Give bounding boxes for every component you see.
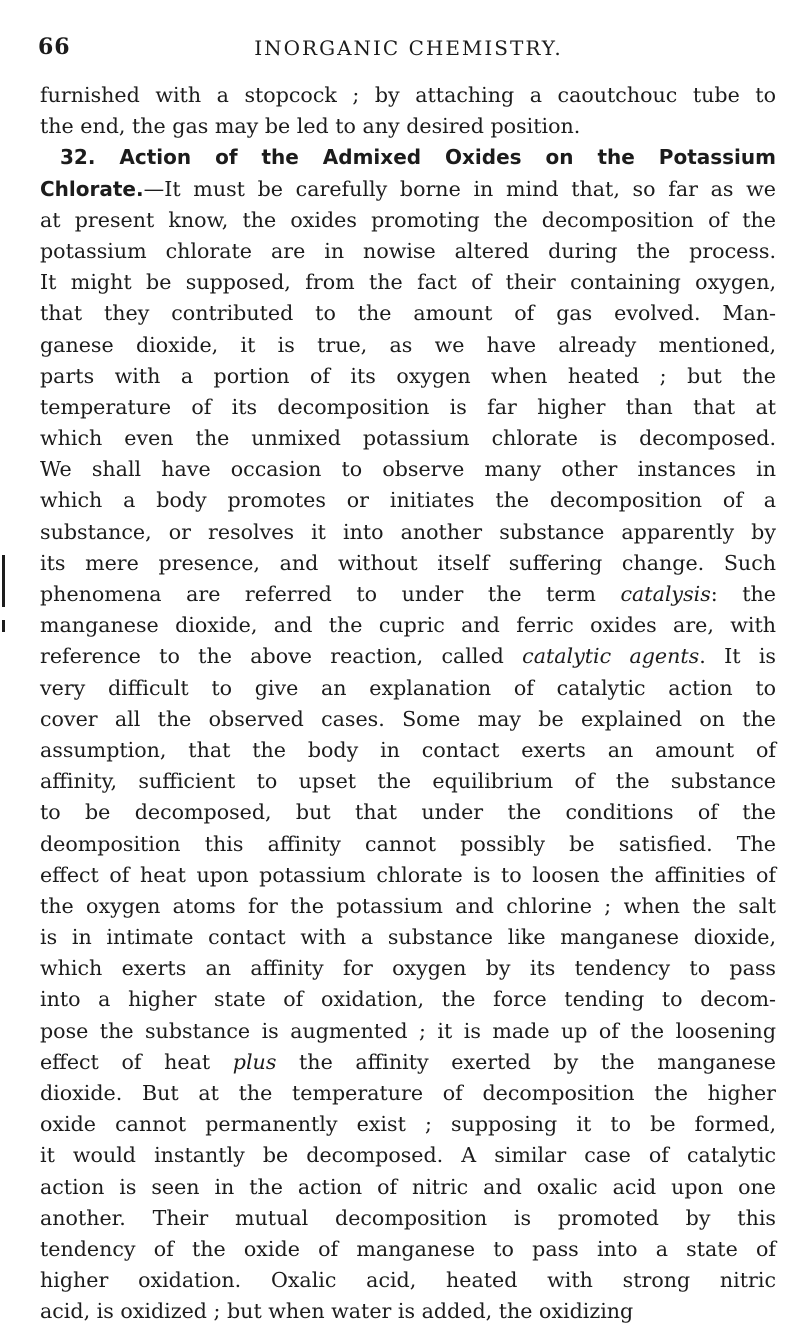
text-run: : the bbox=[710, 582, 776, 606]
text-line: cover all the observed cases. Some may be explained on the bbox=[40, 706, 776, 731]
text-line: which a body promotes or initiates the decomposition of a bbox=[40, 488, 776, 513]
page-header bbox=[38, 26, 779, 66]
section-heading-continuation: Chlorate. bbox=[40, 176, 144, 201]
text-run: —It must be carefully borne in mind that, so far as we bbox=[143, 176, 776, 201]
text-line: potassium chlorate are in nowise altered during the process. bbox=[40, 238, 776, 263]
text-line: assumption, that the body in contact exerts an amount of bbox=[40, 737, 776, 762]
text-line: substance, or resolves it into another substance apparently by bbox=[40, 519, 776, 544]
text-run: phenomena are referred to under the term bbox=[40, 582, 621, 606]
text-line: the end, the gas may be led to any desired position. bbox=[40, 114, 581, 139]
text-line: temperature of its decomposition is far higher than that at bbox=[40, 394, 776, 419]
section-heading-text: 32. Action of the Admixed Oxides on the Potassium bbox=[60, 145, 776, 170]
text-line: its mere presence, and without itself suffering change. Such bbox=[40, 550, 776, 575]
text-line: furnished with a stopcock ; by attaching a caoutchouc tube to bbox=[40, 83, 776, 107]
text-line bbox=[40, 1047, 776, 1078]
text-line: very difficult to give an explanation of catalytic action to bbox=[40, 675, 776, 700]
text-line: oxide cannot permanently exist ; supposing it to be formed, bbox=[40, 1112, 776, 1137]
text-line: We shall have occasion to observe many other instances in bbox=[40, 457, 776, 482]
text-line: acid, is oxidized ; but when water is added, the oxidizing bbox=[40, 1299, 634, 1324]
text-run: . It is bbox=[699, 644, 776, 669]
text-line: tendency of the oxide of manganese to pass into a state of bbox=[40, 1236, 776, 1261]
text-line: It might be supposed, from the fact of their containing oxygen, bbox=[40, 270, 776, 295]
text-run: effect of heat bbox=[40, 1049, 233, 1074]
text-line: the oxygen atoms for the potassium and chlorine ; when the salt bbox=[40, 893, 776, 918]
text-line: at present know, the oxides promoting the decomposition of the bbox=[40, 207, 776, 232]
text-line: pose the substance is augmented ; it is made up of the loosening bbox=[40, 1018, 776, 1043]
text-line: ganese dioxide, it is true, as we have already mentioned, bbox=[40, 332, 776, 357]
text-line: effect of heat upon potassium chlorate is to loosen the affinities of bbox=[40, 862, 776, 887]
text-line: deomposition this affinity cannot possibly be satisfied. The bbox=[40, 831, 776, 856]
text-run: reference to the above reaction, called bbox=[40, 644, 523, 669]
italic-term-catalytic-agents: catalytic agents bbox=[522, 644, 700, 669]
text-line: it would instantly be decomposed. A similar case of catalytic bbox=[40, 1143, 776, 1168]
text-run: the affinity exerted by the manganese bbox=[276, 1049, 776, 1074]
text-line: which even the unmixed potassium chlorate is decomposed. bbox=[40, 426, 776, 451]
italic-term-plus: plus bbox=[232, 1049, 277, 1074]
text-line: affinity, sufficient to upset the equilibrium of the substance bbox=[40, 769, 776, 794]
text-line bbox=[40, 641, 776, 672]
text-line: which exerts an affinity for oxygen by its tendency to pass bbox=[40, 956, 776, 981]
italic-term-catalysis: catalysis bbox=[620, 582, 711, 606]
margin-bracket-mark bbox=[2, 620, 5, 632]
section-heading bbox=[40, 142, 776, 173]
margin-bracket-mark bbox=[2, 555, 5, 607]
text-line: higher oxidation. Oxalic acid, heated with strong nitric bbox=[40, 1268, 776, 1293]
page-number: 66 bbox=[38, 34, 71, 60]
text-line: parts with a portion of its oxygen when heated ; but the bbox=[40, 363, 776, 388]
text-line: is in intimate contact with a substance like manganese dioxide, bbox=[40, 925, 776, 950]
text-line: into a higher state of oxidation, the force tending to decom- bbox=[40, 987, 776, 1012]
text-line: that they contributed to the amount of gas evolved. Man- bbox=[40, 301, 776, 326]
running-head: INORGANIC CHEMISTRY. bbox=[254, 36, 563, 60]
text-line: to be decomposed, but that under the conditions of the bbox=[40, 800, 776, 825]
text-line: action is seen in the action of nitric and oxalic acid upon one bbox=[40, 1174, 776, 1199]
body-text bbox=[40, 80, 776, 1328]
text-line bbox=[40, 174, 776, 205]
text-line: another. Their mutual decomposition is promoted by this bbox=[40, 1205, 776, 1230]
text-line: dioxide. But at the temperature of decomposition the higher bbox=[40, 1081, 776, 1105]
text-line bbox=[40, 579, 776, 610]
text-line: manganese dioxide, and the cupric and ferric oxides are, with bbox=[40, 613, 776, 638]
